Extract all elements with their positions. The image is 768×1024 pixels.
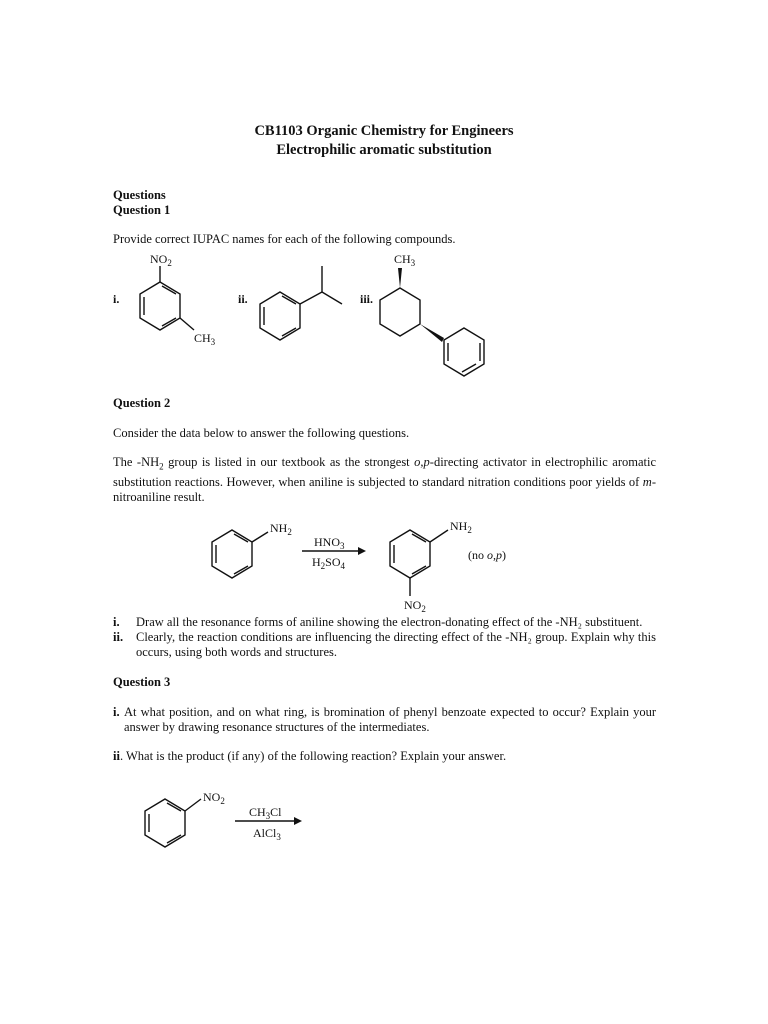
reagent-alcl3: AlCl$_3$ — [253, 826, 281, 842]
nitrobenzene-alkylation-scheme — [135, 785, 325, 855]
question-3-item-i: i. At what position, and on what ring, is bromination of phenyl benzoate expected to occur? Explain your answer by drawing resonance structures of the intermediates. — [113, 705, 656, 734]
compound-ii-structure — [250, 258, 350, 348]
questions-heading: Questions — [113, 188, 166, 202]
question-3-heading: Question 3 — [113, 675, 171, 689]
compound-i-structure — [120, 248, 230, 348]
reagent-h2so4: $H_2SO_4$ — [312, 555, 346, 571]
question-3-item-ii: ii. What is the product (if any) of the following reaction? Explain your answer. — [113, 749, 507, 763]
compound-iii-structure — [370, 248, 500, 383]
ch3-label: $CH_3$ — [194, 331, 216, 347]
question-2-item-i: i. Draw all the resonance forms of aniline showing the electron-donating effect of the -NH₂ substituent. — [113, 615, 643, 629]
question-1-heading: Question 1 — [113, 203, 171, 217]
question-2-paragraph: The $-NH_2$ group is listed in our textbook as the strongest o,p-directing activator in electrophilic aromatic substitution reactions. However, when aniline is subjected to standard nitration conditions poor yields of m-nitroaniline result. — [113, 455, 657, 504]
no-op-note: (no o,p) — [468, 548, 506, 562]
no2-q3-label: $NO_2$ — [203, 790, 225, 806]
aniline-nitration-scheme — [200, 508, 520, 618]
ch3-label-iii: $CH_3$ — [394, 252, 416, 268]
question-2-heading: Question 2 — [113, 396, 171, 410]
compound-label-ii: ii. — [238, 292, 248, 306]
compound-label-i: i. — [113, 292, 120, 306]
reagent-ch3cl: $CH_3Cl$ — [249, 805, 282, 821]
page-subtitle: Electrophilic aromatic substitution — [276, 142, 492, 158]
question-1-prompt: Provide correct IUPAC names for each of the following compounds. — [113, 232, 456, 246]
question-2-intro: Consider the data below to answer the following questions. — [113, 426, 410, 440]
nh2-right-label: $NH_2$ — [450, 519, 472, 535]
page-title: CB1103 Organic Chemistry for Engineers — [254, 123, 514, 139]
nh2-left-label: $NH_2$ — [270, 521, 292, 537]
question-2-item-ii: ii. Clearly, the reaction conditions are influencing the directing effect of the -NH₂ group. Explain why this occurs, using both words and structures. — [113, 630, 656, 659]
reagent-hno3: $HNO_3$ — [314, 535, 345, 551]
no2-label: $NO_2$ — [150, 252, 172, 268]
compound-label-iii: iii. — [360, 292, 374, 306]
no2-product-label: $NO_2$ — [404, 598, 426, 614]
